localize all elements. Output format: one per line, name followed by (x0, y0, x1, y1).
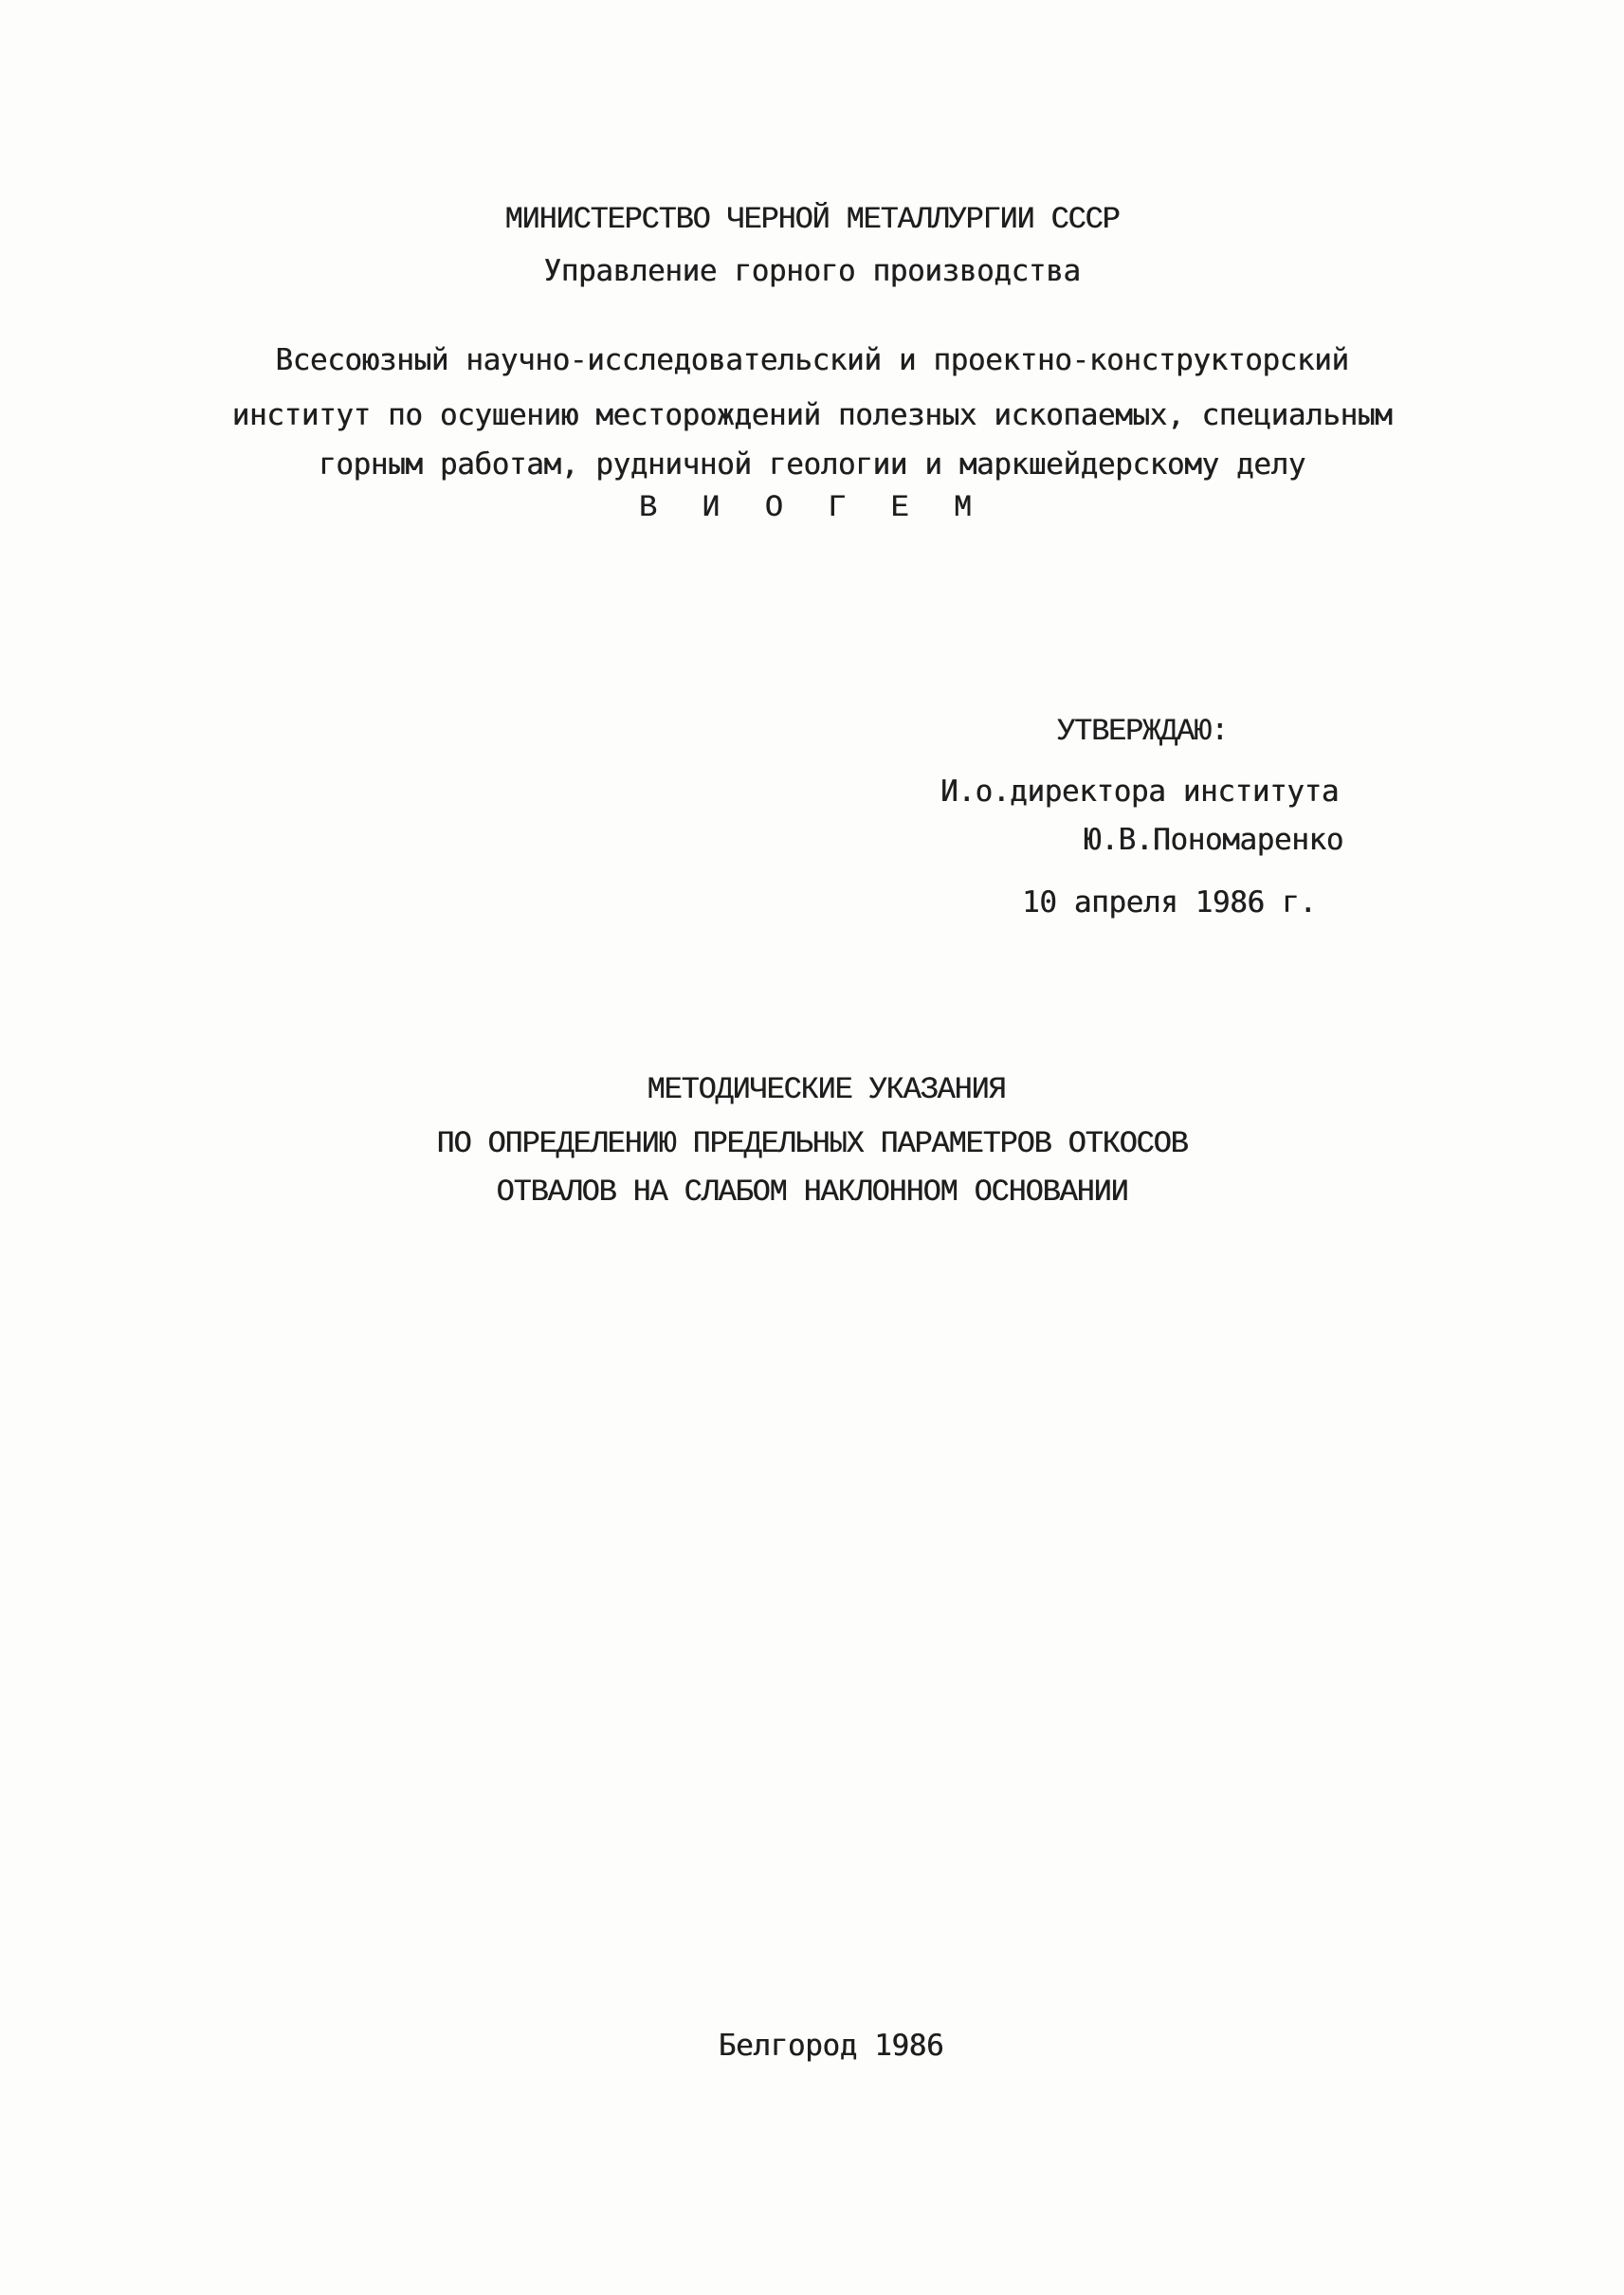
approval-date: 10 апреля 1986 г. (1022, 885, 1317, 920)
institute-abbreviation: В И О Г Е М (638, 490, 986, 525)
institute-line-1: Всесоюзный научно-исследовательский и проектно-конструкторский (275, 343, 1349, 377)
institute-line-3: горным работам, рудничной геологии и маркшейдерскому делу (318, 447, 1306, 482)
institute-line-2: институт по осушению месторождений полезных ископаемых, специальным (231, 398, 1393, 432)
ministry-heading: МИНИСТЕРСТВО ЧЕРНОЙ МЕТАЛЛУРГИИ СССР (504, 202, 1120, 237)
approval-position: И.о.директора института (940, 774, 1340, 809)
department-heading: Управление горного производства (543, 254, 1081, 288)
approval-name: Ю.В.Пономаренко (1084, 823, 1343, 857)
document-title-line-3: ОТВАЛОВ НА СЛАБОМ НАКЛОННОМ ОСНОВАНИИ (496, 1175, 1128, 1210)
approval-label: УТВЕРЖДАЮ: (1057, 714, 1229, 749)
document-title-line-1: МЕТОДИЧЕСКИЕ УКАЗАНИЯ (647, 1072, 1006, 1107)
document-title-line-2: ПО ОПРЕДЕЛЕНИЮ ПРЕДЕЛЬНЫХ ПАРАМЕТРОВ ОТКОСОВ (436, 1126, 1188, 1161)
place-and-year: Белгород 1986 (718, 2029, 944, 2063)
